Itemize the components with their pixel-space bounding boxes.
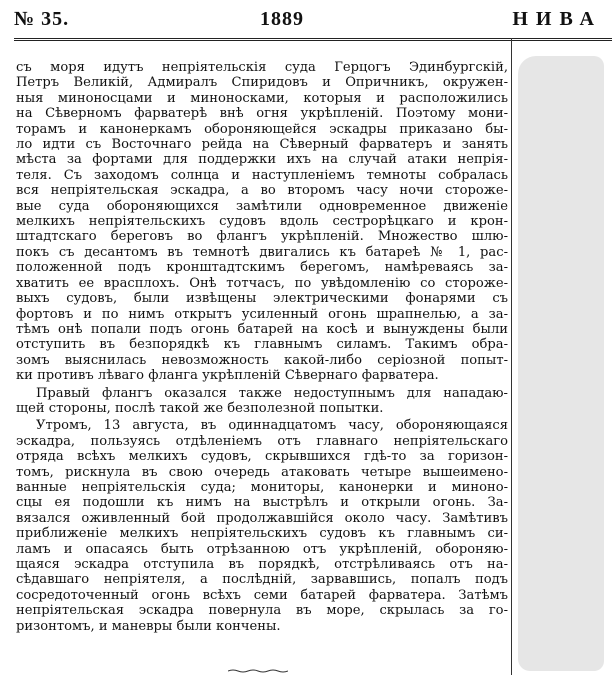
text-line: эскадра, пользуясь отдѣленіемъ отъ главнаго непріятельскаго [16, 433, 508, 449]
text-line: хватить ее врасплохъ. Онѣ тотчасъ, по увѣдомленію со стороже- [16, 275, 508, 291]
text-line: на Сѣверномъ фарватерѣ внѣ огня укрѣпленій. Поэтому мони- [16, 106, 508, 122]
text-line: положенной подъ кронштадтскимъ берегомъ, намѣреваясь за- [16, 260, 508, 276]
text-line: щей стороны, послѣ такой же безполезной попытки. [16, 400, 384, 416]
text-line: штадтскаго береговъ во флангъ укрѣпленій. Множество шлю- [16, 229, 508, 245]
header-rule [14, 38, 612, 39]
text-line: непріятельская эскадра повернула въ море, скрылась за го- [16, 603, 508, 619]
text-line: вся непріятельская эскадра, а во второмъ часу ночи стороже- [16, 183, 508, 199]
text-line: томъ, рискнула въ свою очередь атаковать четыре вышеимено- [16, 464, 508, 480]
text-line: ныя миноносцами и миноносками, которыя и расположились [16, 90, 508, 106]
text-line: теля. Съ заходомъ солнца и наступленіемъ темноты собралась [16, 167, 508, 183]
text-line: торамъ и канонеркамъ обороняющейся эскадры приказано бы- [16, 121, 508, 137]
magazine-title: НИВА [512, 8, 602, 30]
text-line: мѣста за фортами для поддержки ихъ на случай атаки непрія- [16, 152, 508, 168]
text-line: сосредоточенный огонь всѣхъ семи батарей фарватера. Затѣмъ [16, 587, 508, 603]
text-line: щаяся эскадра отступила въ порядкѣ, отстрѣливаясь отъ на- [16, 557, 508, 572]
text-line: мелкихъ непріятельскихъ судовъ вдоль сестрорѣцкаго и крон- [16, 214, 508, 230]
article-column [16, 60, 508, 634]
page-header [14, 8, 604, 34]
text-line: ки противъ лѣваго фланга укрѣпленій Сѣвернаго фарватера. [16, 368, 439, 384]
text-line: выхъ судовъ, были извѣщены электрическими фонарями съ [16, 291, 508, 307]
text-line: приближеніе мелкихъ непріятельскихъ судовъ къ главнымъ си- [16, 526, 508, 542]
text-line: сцы ея подошли къ нимъ на выстрѣлъ и открыли огонь. За- [16, 495, 508, 511]
text-line: отступить въ безпорядкѣ къ главнымъ силамъ. Такимъ обра- [16, 337, 508, 353]
text-line: ризонтомъ, и маневры были кончены. [16, 618, 281, 634]
paragraph [16, 418, 508, 634]
text-line: съ моря идутъ непріятельскія суда Герцогъ Эдинбургскій, [16, 60, 508, 75]
issue-number: № 35. [14, 8, 70, 30]
text-line: Утромъ, 13 августа, въ одиннадцатомъ часу, обороняющаяся [36, 418, 508, 434]
header-rule-thin [14, 40, 612, 41]
text-line: зомъ выяснилась невозможность какой-либо серіозной попыт- [16, 352, 508, 368]
issue-year: 1889 [260, 8, 304, 30]
text-line: вые суда обороняющихся замѣтили одновременное движеніе [16, 198, 508, 214]
text-line: Правый флангъ оказался также недоступнымъ для нападаю- [36, 385, 508, 401]
text-line: покъ съ десантомъ въ темнотѣ двигались къ батареѣ № 1, рас- [16, 244, 508, 260]
text-line: вязался оживленный бой продолжавшійся около часу. Замѣтивъ [16, 510, 508, 526]
column-divider [511, 38, 512, 675]
text-line: ванные непріятельскія суда; мониторы, канонерки и миноно- [16, 479, 508, 495]
end-ornament [228, 669, 288, 673]
text-line: ламъ и опасаясь быть отрѣзанною отъ укрѣпленій, обороняю- [16, 541, 508, 557]
text-line: тѣмъ онѣ попали подъ огонь батарей на косѣ и вынуждены были [16, 321, 508, 337]
text-line: Петръ Великій, Адмиралъ Спиридовъ и Опричникъ, окружен- [16, 75, 508, 91]
text-line: сѣдавшаго непріятеля, а послѣдній, зарвавшись, попалъ подъ [16, 572, 508, 588]
text-line: ло идти съ Восточнаго рейда на Сѣверный фарватеръ и занять [16, 137, 508, 153]
text-line: отряда всѣхъ мелкихъ судовъ, скрывшихся гдѣ-то за горизон- [16, 449, 508, 465]
adjacent-column-blur [518, 56, 604, 671]
text-line: фортовъ и по нимъ открытъ усиленный огонь шрапнелью, а за- [16, 306, 508, 322]
paragraph [16, 60, 508, 384]
paragraph [16, 386, 508, 417]
